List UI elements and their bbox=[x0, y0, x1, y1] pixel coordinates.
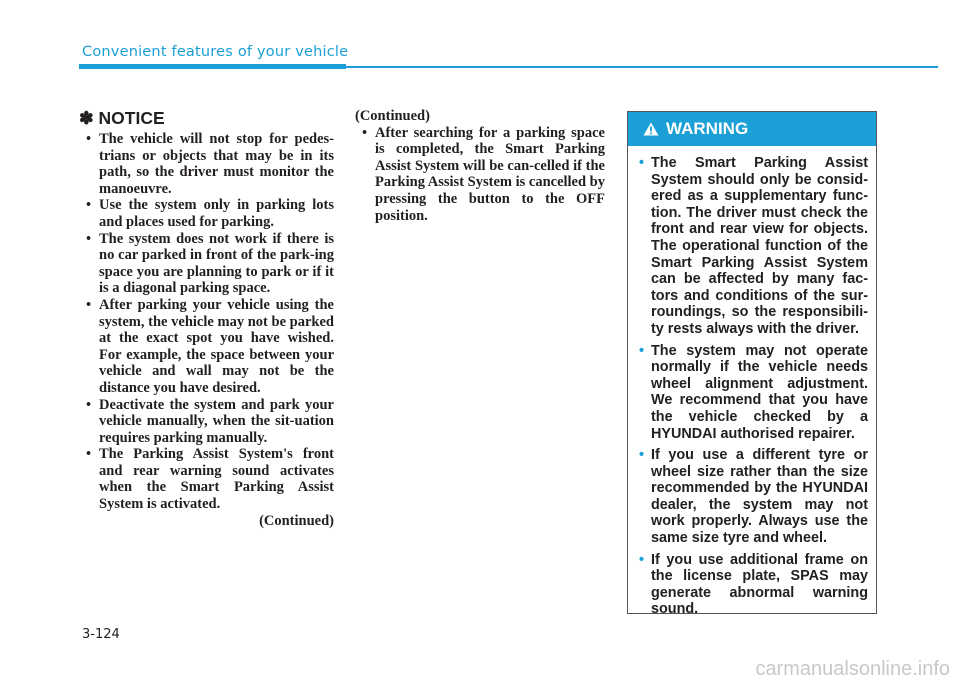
list-item: • The system may not operate normally if the vehicle needs wheel alignment adjustment. We recommend that you have the vehicle checked by a HYUNDAI authorised repairer. bbox=[641, 343, 868, 443]
warning-triangle-icon bbox=[643, 122, 659, 136]
list-item: • After searching for a parking space is completed, the Smart Parking Assist System will be can-celled if the Parking Assist System is cancelled by pressing the button to the OFF position. bbox=[355, 125, 605, 225]
list-item: • The Parking Assist System's front and rear warning sound activates when the Smart Parking Assist System is activated. bbox=[79, 446, 334, 512]
page-number: 3-124 bbox=[82, 627, 120, 642]
header-accent-bar bbox=[79, 64, 346, 69]
notice-list bbox=[79, 131, 334, 513]
list-item: • Deactivate the system and park your vehicle manually, when the sit-uation requires parking manually. bbox=[79, 397, 334, 447]
warning-list bbox=[641, 155, 868, 618]
warning-body bbox=[628, 146, 876, 618]
header-divider bbox=[346, 66, 938, 68]
notice-list-continued bbox=[355, 125, 605, 225]
list-item: • If you use a different tyre or wheel size rather than the size recommended by the HYUNDAI dealer, the system may not work properly. Always use the same size tyre and wheel. bbox=[641, 447, 868, 547]
list-item: • Use the system only in parking lots and places used for parking. bbox=[79, 197, 334, 230]
continued-label: (Continued) bbox=[259, 512, 334, 529]
notice-column-right bbox=[355, 108, 605, 224]
list-item: • The vehicle will not stop for pedes-trians or objects that may be in its path, so the driver must monitor the manoeuvre. bbox=[79, 131, 334, 197]
list-item: • After parking your vehicle using the system, the vehicle may not be parked at the exact spot you have wished. For example, the space between your vehicle and wall may not be the distance you have desired. bbox=[79, 297, 334, 397]
warning-title: WARNING bbox=[666, 119, 749, 138]
warning-box bbox=[627, 111, 877, 618]
section-title: Convenient features of your vehicle bbox=[82, 44, 349, 60]
list-item: • The Smart Parking Assist System should only be consid-ered as a supplementary func-tion. The driver must check the front and rear view for objects. The operational function of the Smart Parking Assist System can be affected by many fac-tors and conditions of the sur-roundings, so the responsibili-ty rests always with the driver. bbox=[641, 155, 868, 338]
continued-label: (Continued) bbox=[355, 108, 430, 124]
warning-header bbox=[628, 112, 876, 146]
watermark: carmanualsonline.info bbox=[755, 658, 950, 680]
notice-column-left bbox=[79, 108, 334, 529]
notice-title: ✽ NOTICE bbox=[79, 108, 165, 128]
list-item: • If you use additional frame on the license plate, SPAS may generate abnormal warning sound. bbox=[641, 552, 868, 618]
list-item: • The system does not work if there is no car parked in front of the park-ing space you are planning to park or if it is a diagonal parking space. bbox=[79, 231, 334, 297]
